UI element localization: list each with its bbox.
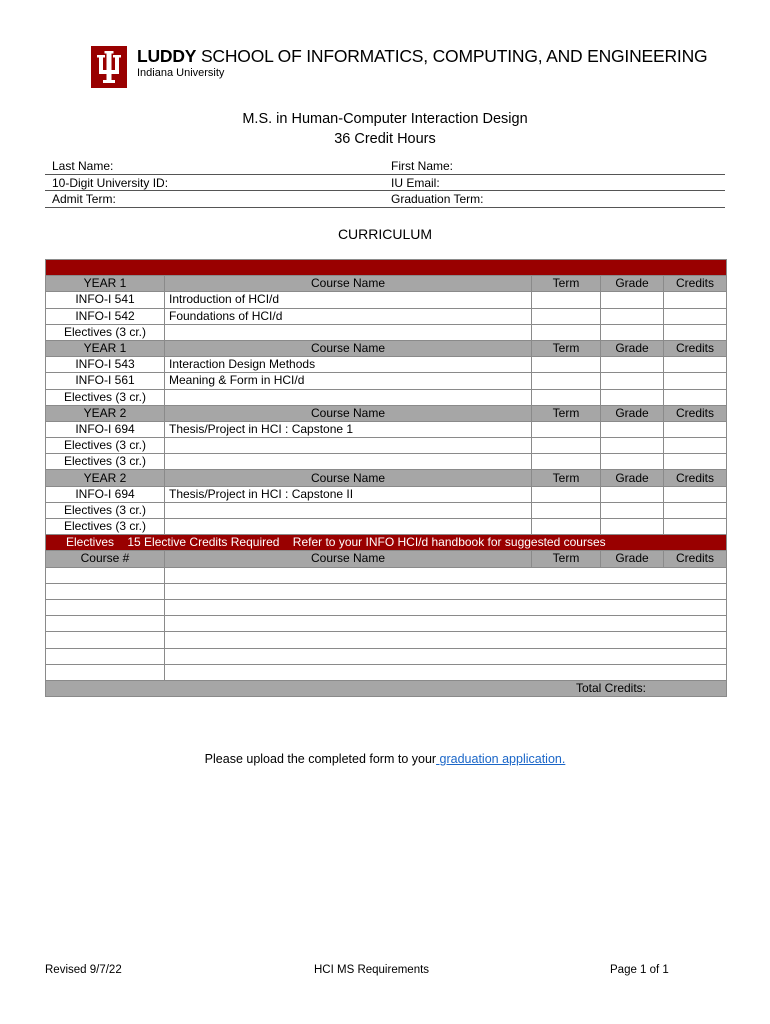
credits-cell[interactable]	[664, 502, 727, 518]
elective-row[interactable]	[46, 599, 727, 615]
course-code: INFO-I 541	[46, 292, 165, 308]
upload-instruction: Please upload the completed form to your graduation application.	[204, 752, 566, 766]
course-name	[165, 389, 532, 405]
program-title: M.S. in Human-Computer Interaction Design	[242, 111, 528, 127]
university-id-field[interactable]: 10-Digit University ID:	[52, 176, 169, 190]
term-cell[interactable]	[532, 502, 601, 518]
credits-cell[interactable]	[664, 324, 727, 340]
grade-cell[interactable]	[601, 373, 664, 389]
last-name-field[interactable]: Last Name:	[52, 159, 114, 173]
course-name	[165, 502, 532, 518]
course-code: INFO-I 694	[46, 486, 165, 502]
credits-cell[interactable]	[664, 389, 727, 405]
luddy-logo	[91, 46, 707, 88]
course-row	[46, 519, 727, 535]
course-row	[46, 421, 727, 437]
term-cell[interactable]	[532, 438, 601, 454]
graduation-application-link[interactable]: graduation application.	[436, 752, 566, 766]
course-name: Thesis/Project in HCI : Capstone 1	[165, 421, 532, 437]
course-name: Interaction Design Methods	[165, 357, 532, 373]
credits-cell[interactable]	[664, 357, 727, 373]
course-name: Introduction of HCI/d	[165, 292, 532, 308]
first-name-field[interactable]: First Name:	[391, 159, 454, 173]
course-code: Electives (3 cr.)	[46, 324, 165, 340]
course-code: INFO-I 542	[46, 308, 165, 324]
grade-cell[interactable]	[601, 421, 664, 437]
term-cell[interactable]	[532, 486, 601, 502]
grade-cell[interactable]	[601, 357, 664, 373]
page-number: Page 1 of 1	[610, 964, 669, 976]
course-name	[165, 454, 532, 470]
course-row	[46, 454, 727, 470]
grade-cell[interactable]	[601, 519, 664, 535]
grade-cell[interactable]	[601, 502, 664, 518]
university-name: Indiana University	[137, 67, 225, 79]
credits-cell[interactable]	[664, 519, 727, 535]
year-header-row: YEAR 1 Course Name Term Grade Credits	[46, 276, 727, 292]
elective-row[interactable]	[46, 632, 727, 648]
course-name	[165, 519, 532, 535]
course-name	[165, 324, 532, 340]
credits-cell[interactable]	[664, 486, 727, 502]
grade-cell[interactable]	[601, 324, 664, 340]
elective-row[interactable]	[46, 616, 727, 632]
elective-row[interactable]	[46, 567, 727, 583]
course-row	[46, 308, 727, 324]
course-code: INFO-I 561	[46, 373, 165, 389]
course-code: INFO-I 543	[46, 357, 165, 373]
grade-cell[interactable]	[601, 389, 664, 405]
elective-row[interactable]	[46, 648, 727, 664]
elective-row[interactable]	[46, 664, 727, 680]
course-row	[46, 324, 727, 340]
curriculum-table	[45, 259, 727, 697]
admit-term-field[interactable]: Admit Term:	[52, 192, 116, 206]
term-cell[interactable]	[532, 389, 601, 405]
curriculum-heading: CURRICULUM	[337, 226, 433, 242]
graduation-term-field[interactable]: Graduation Term:	[391, 192, 484, 206]
term-cell[interactable]	[532, 308, 601, 324]
course-name: Meaning & Form in HCI/d	[165, 373, 532, 389]
term-cell[interactable]	[532, 292, 601, 308]
term-cell[interactable]	[532, 519, 601, 535]
course-name: Thesis/Project in HCI : Capstone II	[165, 486, 532, 502]
course-row	[46, 292, 727, 308]
course-code: Electives (3 cr.)	[46, 454, 165, 470]
course-name	[165, 438, 532, 454]
year-header-row: YEAR 2 Course Name Term Grade Credits	[46, 470, 727, 486]
total-credits-row: Total Credits:	[46, 680, 727, 696]
course-code: Electives (3 cr.)	[46, 438, 165, 454]
credits-cell[interactable]	[664, 373, 727, 389]
term-cell[interactable]	[532, 373, 601, 389]
grade-cell[interactable]	[601, 486, 664, 502]
revised-date: Revised 9/7/22	[45, 964, 122, 976]
elective-header-row: Course # Course Name Term Grade Credits	[46, 551, 727, 567]
term-cell[interactable]	[532, 421, 601, 437]
term-cell[interactable]	[532, 357, 601, 373]
footer-title: HCI MS Requirements	[314, 964, 430, 976]
course-code: Electives (3 cr.)	[46, 389, 165, 405]
divider	[45, 207, 725, 208]
credit-hours: 36 Credit Hours	[334, 131, 436, 147]
course-row	[46, 438, 727, 454]
grade-cell[interactable]	[601, 454, 664, 470]
term-cell[interactable]	[532, 454, 601, 470]
credits-cell[interactable]	[664, 308, 727, 324]
credits-cell[interactable]	[664, 438, 727, 454]
grade-cell[interactable]	[601, 292, 664, 308]
course-code: Electives (3 cr.)	[46, 519, 165, 535]
grade-cell[interactable]	[601, 308, 664, 324]
grade-cell[interactable]	[601, 438, 664, 454]
header-band	[46, 260, 727, 276]
year-header-row: YEAR 1 Course Name Term Grade Credits	[46, 340, 727, 356]
elective-row[interactable]	[46, 583, 727, 599]
course-row	[46, 373, 727, 389]
credits-cell[interactable]	[664, 421, 727, 437]
course-row	[46, 502, 727, 518]
electives-banner: Electives 15 Elective Credits Required Refer to your INFO HCI/d handbook for suggested courses	[46, 535, 727, 551]
course-code: INFO-I 694	[46, 421, 165, 437]
school-name: LUDDY SCHOOL OF INFORMATICS, COMPUTING, AND ENGINEERING	[137, 46, 708, 66]
term-cell[interactable]	[532, 324, 601, 340]
credits-cell[interactable]	[664, 454, 727, 470]
year-header-row: YEAR 2 Course Name Term Grade Credits	[46, 405, 727, 421]
course-row	[46, 357, 727, 373]
iu-trident-icon	[91, 46, 127, 88]
course-row	[46, 389, 727, 405]
divider	[45, 190, 725, 191]
iu-email-field[interactable]: IU Email:	[391, 176, 440, 190]
divider	[45, 174, 725, 175]
course-row	[46, 486, 727, 502]
course-code: Electives (3 cr.)	[46, 502, 165, 518]
credits-cell[interactable]	[664, 292, 727, 308]
course-name: Foundations of HCI/d	[165, 308, 532, 324]
